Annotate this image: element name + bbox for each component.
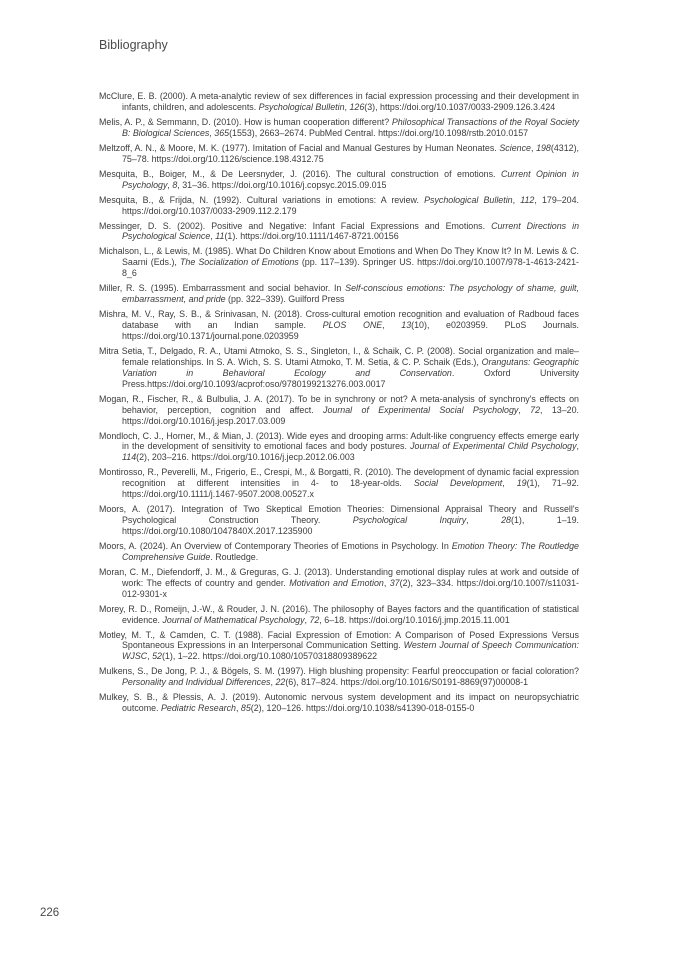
- reference-text: Mishra, M. V., Ray, S. B., & Srinivasan, N. (2018). Cross-cultural emotion recognition and evaluation of Radboud faces database with an Indian sample.: [99, 309, 579, 331]
- reference-entry: [99, 666, 579, 688]
- reference-entry: [99, 467, 579, 500]
- reference-title: Self-conscious emotions: The psychology of shame, guilt, embarrassment, and pride: [122, 283, 579, 305]
- reference-text: Mesquita, B., Boiger, M., & De Leersnyder, J. (2016). The cultural construction of emotions.: [99, 168, 501, 179]
- reference-title: Emotion Theory: The Routledge Comprehensive Guide: [122, 540, 579, 562]
- reference-title: Orangutans: Geographic Variation in Behavioral Ecology and Conservation: [122, 356, 579, 378]
- reference-text: , 31–36. https://doi.org/10.1016/j.copsyc.2015.09.015: [177, 179, 387, 190]
- reference-entry: [99, 394, 579, 427]
- reference-title: The Socialization of Emotions: [179, 257, 299, 268]
- reference-text: Morey, R. D., Romeijn, J.-W., & Rouder, J. N. (2016). The philosophy of Bayes factors and the quantification of statistical evidence.: [99, 603, 579, 625]
- reference-text: McClure, E. B. (2000). A meta-analytic review of sex differences in facial expression processing and their development in infants, children, and adolescents.: [99, 91, 579, 112]
- reference-text: , 6–18. https://doi.org/10.1016/j.jmp.2015.11.001: [319, 614, 510, 625]
- reference-text: , 13–20. https://doi.org/10.1016/j.jesp.2017.03.009: [122, 404, 579, 426]
- reference-text: ,: [270, 677, 276, 688]
- reference-text: Moors, A. (2017). Integration of Two Skeptical Emotion Theories: Dimensional Appraisal Theory and Russell's Psychological Construction Theory.: [99, 504, 579, 526]
- reference-text: Moran, C. M., Diefendorff, J. M., & Greguras, G. J. (2013). Understanding emotional display rules at work and outside of work: The effects of country and gender.: [99, 566, 579, 588]
- reference-entry: [99, 309, 579, 342]
- reference-text: ,: [167, 179, 173, 190]
- reference-volume: 28: [501, 515, 511, 526]
- reference-text: ,: [344, 101, 350, 112]
- reference-text: (pp. 117–139). Springer US. https://doi.org/10.1007/978-1-4613-2421-8_6: [122, 257, 579, 279]
- reference-text: Montirosso, R., Peverelli, M., Frigerio, E., Crespi, M., & Borgatti, R. (2010). The development of dynamic facial expression recognition at different intensities in 4- to 18-year-olds.: [99, 467, 579, 489]
- reference-volume: 52: [152, 651, 162, 662]
- reference-text: , 179–204. https://doi.org/10.1037/0033-2909.112.2.179: [122, 194, 579, 216]
- reference-entry: [99, 143, 579, 165]
- reference-title: Psychological Bulletin: [258, 101, 345, 112]
- reference-text: ,: [512, 194, 521, 205]
- reference-text: (2), 323–334. https://doi.org/10.1007/s11031-012-9301-x: [122, 577, 579, 599]
- reference-text: Michalson, L., & Lewis, M. (1985). What Do Children Know about Emotions and When Do They Know It? In M. Lewis & C. Saarni (Eds.),: [99, 246, 579, 268]
- reference-text: (1). https://doi.org/10.1111/1467-8721.00156: [224, 231, 399, 242]
- running-head: Bibliography: [99, 38, 168, 52]
- reference-title: Journal of Mathematical Psychology: [162, 614, 305, 625]
- reference-volume: 8: [172, 179, 178, 190]
- reference-title: Personality and Individual Differences: [122, 677, 271, 688]
- reference-title: Psychological Bulletin: [424, 194, 513, 205]
- reference-volume: 37: [389, 577, 400, 588]
- reference-title: Philosophical Transactions of the Royal Society B: Biological Sciences: [122, 116, 580, 138]
- reference-text: Messinger, D. S. (2002). Positive and Negative: Infant Facial Expressions and Emotions.: [99, 220, 492, 231]
- reference-volume: 198: [536, 142, 551, 153]
- reference-text: Mitra Setia, T., Delgado, R. A., Utami Atmoko, S. S., Singleton, I., & Schaik, C. P. (2008). Social organization and male–female relationships. In S. A. Wich, S. S. Utami Atmoko, T. M. Setia, & C. P. Schaik (Eds.),: [99, 345, 579, 367]
- reference-text: (10), e0203959. PLoS Journals. https://doi.org/10.1371/journal.pone.0203959: [122, 320, 579, 341]
- reference-text: (2), 203–216. https://doi.org/10.1016/j.jecp.2012.06.003: [136, 452, 355, 463]
- reference-text: . Routledge.: [210, 551, 259, 562]
- reference-entry: [99, 630, 579, 663]
- reference-text: (3), https://doi.org/10.1037/0033-2909.126.3.424: [364, 101, 556, 112]
- reference-entry: [99, 346, 579, 390]
- reference-text: (1), 1–19. https://doi.org/10.1080/1047840X.2017.1235900: [122, 515, 579, 536]
- reference-text: (1), 71–92. https://doi.org/10.1111/j.1467-9507.2008.00527.x: [122, 478, 579, 500]
- reference-title: Current Directions in Psychological Science: [122, 220, 580, 242]
- reference-text: Meltzoff, A. N., & Moore, M. K. (1977). Imitation of Facial and Manual Gestures by Human Neonates.: [99, 142, 500, 153]
- reference-text: ,: [576, 441, 579, 452]
- reference-volume: 13: [401, 320, 412, 331]
- reference-volume: 22: [275, 677, 286, 688]
- reference-volume: 365: [214, 127, 230, 138]
- reference-volume: 19: [516, 478, 527, 489]
- reference-text: ,: [382, 320, 402, 331]
- reference-text: Miller, R. S. (1995). Embarrassment and social behavior. In: [99, 283, 346, 294]
- reference-text: ,: [530, 142, 537, 153]
- reference-entry: [99, 504, 579, 537]
- bibliography-list: [99, 91, 579, 718]
- reference-entry: [99, 169, 579, 191]
- reference-text: ,: [210, 231, 216, 242]
- reference-title: Motivation and Emotion: [289, 577, 384, 588]
- reference-entry: [99, 246, 579, 279]
- reference-text: (2), 120–126. https://doi.org/10.1038/s41390-018-0155-0: [250, 703, 475, 714]
- reference-text: ,: [518, 404, 531, 415]
- reference-text: Mondloch, C. J., Horner, M., & Mian, J. (2013). Wide eyes and drooping arms: Adult-like congruency effects emerge early in the development of sensitivity to emotional faces and body postures.: [99, 430, 579, 452]
- reference-text: Mesquita, B., & Frijda, N. (1992). Cultural variations in emotions: A review.: [99, 194, 425, 205]
- reference-title: Western Journal of Speech Communication: WJSC: [122, 640, 580, 662]
- reference-text: Mulkey, S. B., & Plessis, A. J. (2019). Autonomic nervous system development and its impact on neuropsychiatric outcome.: [99, 692, 579, 714]
- reference-text: ,: [147, 651, 153, 662]
- reference-text: ,: [383, 577, 390, 588]
- reference-text: (1), 1–22. https://doi.org/10.1080/10570318809389622: [161, 651, 378, 662]
- reference-volume: 72: [309, 614, 320, 625]
- reference-title: Current Opinion in Psychology: [122, 168, 579, 190]
- reference-entry: [99, 91, 579, 113]
- reference-entry: [99, 117, 579, 139]
- reference-title: Journal of Experimental Social Psychology: [323, 404, 519, 415]
- reference-text: (pp. 322–339). Guilford Press: [225, 294, 345, 305]
- reference-entry: [99, 541, 579, 563]
- reference-title: PLOS ONE: [322, 320, 383, 331]
- reference-entry: [99, 195, 579, 217]
- reference-text: ,: [304, 614, 310, 625]
- reference-entry: [99, 221, 579, 243]
- reference-text: (4312), 75–78. https://doi.org/10.1126/science.198.4312.75: [122, 142, 579, 164]
- reference-text: Motley, M. T., & Camden, C. T. (1988). Facial Expression of Emotion: A Comparison of Posed Expressions Versus Spontaneous Expressions in an Interpersonal Communication Setting.: [99, 629, 579, 651]
- reference-text: . Oxford University Press.https://doi.org/10.1093/acprof:oso/9780199213276.003.0017: [122, 367, 579, 389]
- reference-text: ,: [209, 127, 215, 138]
- reference-text: (1553), 2663–2674. PubMed Central. https://doi.org/10.1098/rstb.2010.0157: [229, 127, 529, 138]
- reference-volume: 114: [122, 452, 137, 463]
- reference-volume: 85: [240, 703, 251, 714]
- reference-text: ,: [235, 703, 241, 714]
- reference-text: Moors, A. (2024). An Overview of Contemporary Theories of Emotions in Psychology. In: [99, 540, 452, 551]
- reference-title: Psychological Inquiry: [352, 515, 467, 526]
- reference-entry: [99, 692, 579, 714]
- page-number: 226: [40, 907, 60, 919]
- reference-entry: [99, 604, 579, 626]
- reference-title: Pediatric Research: [160, 703, 236, 714]
- reference-text: (6), 817–824. https://doi.org/10.1016/S0191-8869(97)00008-1: [285, 677, 529, 688]
- reference-text: ,: [466, 515, 502, 526]
- reference-text: Melis, A. P., & Semmann, D. (2010). How is human cooperation different?: [99, 116, 392, 127]
- reference-volume: 11: [215, 231, 225, 242]
- reference-text: Mulkens, S., De Jong, P. J., & Bögels, S. M. (1997). High blushing propensity: Fearful preoccupation or facial coloration?: [99, 666, 579, 677]
- reference-volume: 112: [520, 194, 535, 205]
- reference-text: Mogan, R., Fischer, R., & Bulbulia, J. A. (2017). To be in synchrony or not? A meta-analysis of synchrony's effects on behavior, perception, cognition and affect.: [99, 393, 579, 415]
- reference-volume: 72: [530, 404, 541, 415]
- reference-entry: [99, 283, 579, 305]
- reference-title: Social Development: [413, 478, 503, 489]
- reference-entry: [99, 431, 579, 464]
- reference-text: ,: [502, 478, 517, 489]
- reference-title: Science: [499, 142, 531, 153]
- reference-title: Journal of Experimental Child Psychology: [410, 441, 577, 452]
- reference-entry: [99, 567, 579, 600]
- reference-volume: 126: [349, 101, 365, 112]
